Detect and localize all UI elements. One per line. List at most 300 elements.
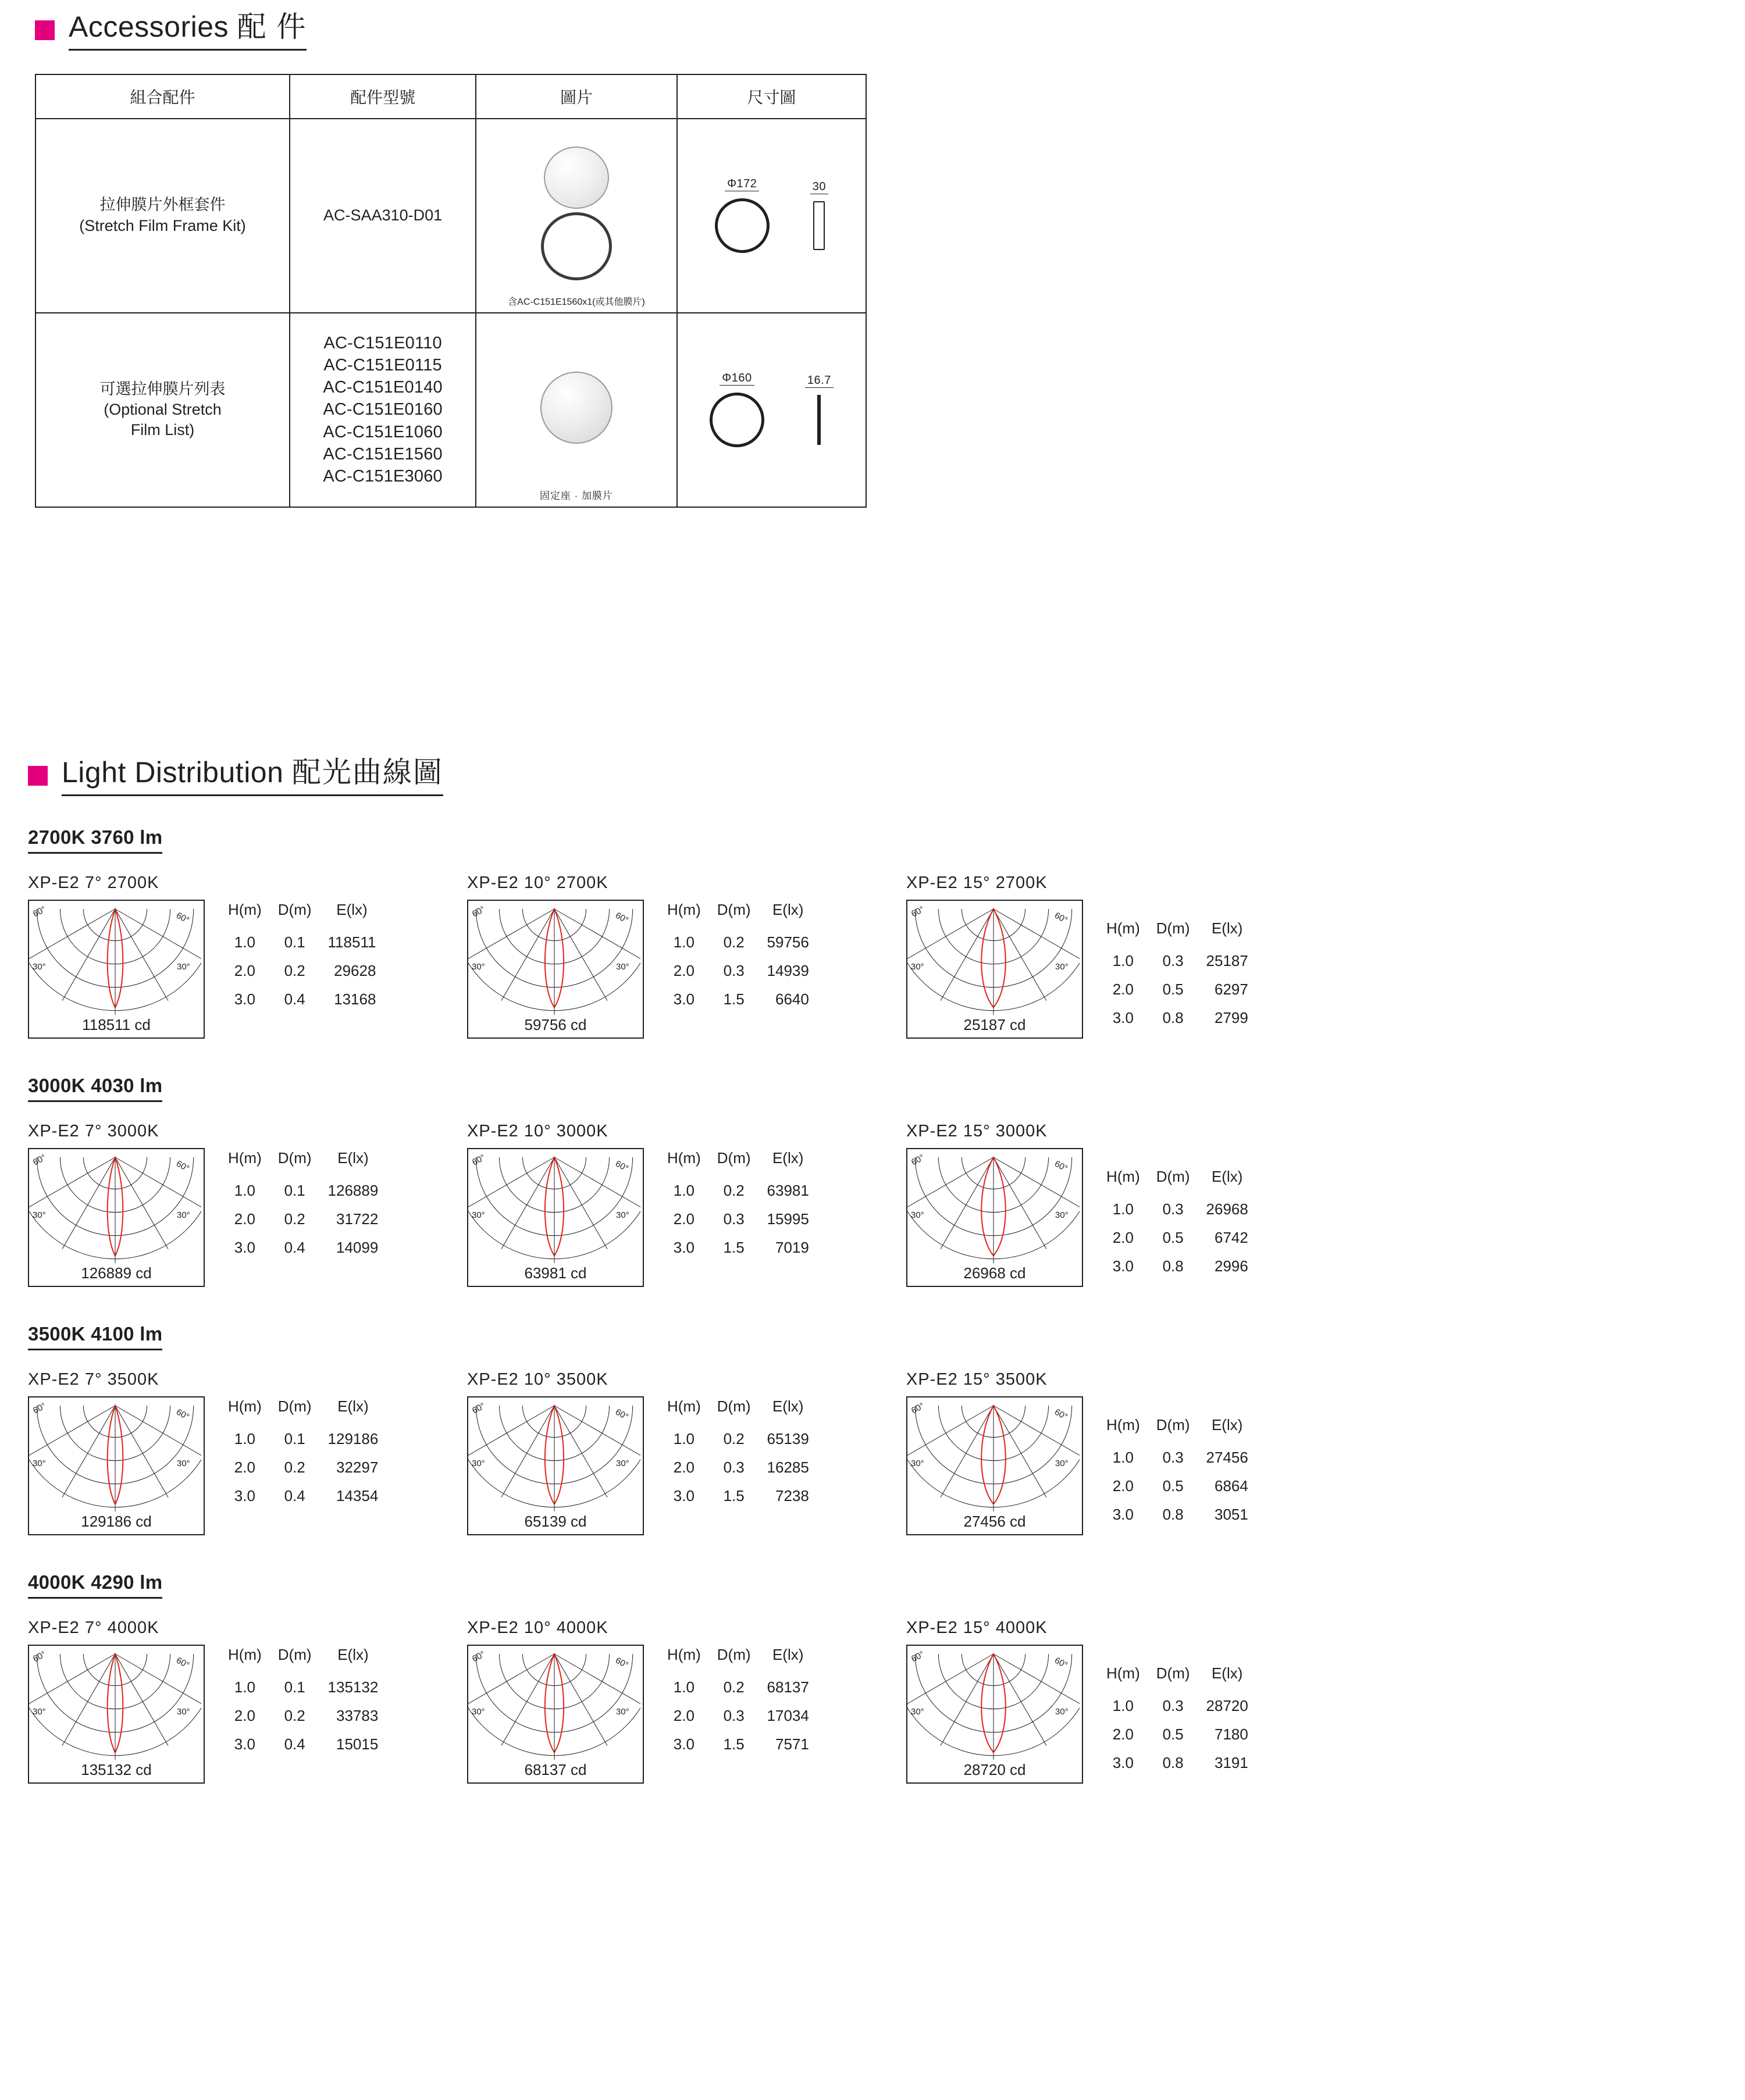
chart-body bbox=[906, 1148, 1345, 1287]
illuminance-value: 118511 bbox=[327, 933, 376, 951]
table-row bbox=[220, 1453, 386, 1482]
accessory-name-frame-kit bbox=[35, 119, 290, 313]
picture-note: 含AC-C151E1560x1(或其他膜片) bbox=[508, 297, 645, 307]
chart-body bbox=[28, 1645, 467, 1784]
dimension-bar-shape bbox=[817, 395, 821, 445]
table-header-row bbox=[1098, 1664, 1256, 1692]
illuminance-value: 17034 bbox=[767, 1706, 809, 1724]
height-value: 3.0 bbox=[234, 1486, 255, 1504]
illuminance-value: 7238 bbox=[775, 1486, 809, 1504]
column-header: D(m) bbox=[1156, 1416, 1190, 1434]
illuminance-value: 33783 bbox=[336, 1706, 379, 1724]
table-row bbox=[220, 1673, 386, 1702]
dimension-height-label: 30 bbox=[810, 181, 828, 194]
illuminance-value: 26968 bbox=[1206, 1200, 1248, 1218]
height-value: 1.0 bbox=[673, 1181, 695, 1199]
diameter-value: 0.3 bbox=[723, 1210, 745, 1228]
svg-text:60°: 60° bbox=[470, 1152, 487, 1168]
table-row bbox=[220, 1425, 386, 1453]
column-header: H(m) bbox=[228, 900, 262, 918]
cct-group bbox=[28, 1323, 1715, 1535]
light-distribution-section bbox=[28, 756, 1715, 1784]
peak-intensity-value: 126889 cd bbox=[29, 1264, 204, 1282]
height-value: 3.0 bbox=[234, 990, 255, 1008]
illuminance-value: 25187 bbox=[1206, 951, 1248, 969]
diameter-value: 1.5 bbox=[723, 1486, 745, 1504]
svg-text:60°: 60° bbox=[31, 1649, 48, 1664]
accessory-name-line2: (Optional Stretch bbox=[104, 400, 222, 418]
illuminance-table bbox=[220, 1149, 386, 1262]
column-header: E(lx) bbox=[1211, 1167, 1243, 1185]
svg-text:30°: 30° bbox=[33, 1210, 46, 1220]
accessory-name-line1: 可選拉伸膜片列表 bbox=[99, 380, 226, 398]
height-value: 2.0 bbox=[234, 961, 255, 979]
model-item: AC-C151E0115 bbox=[323, 355, 442, 375]
polar-diagram bbox=[467, 1148, 644, 1287]
svg-text:30°: 30° bbox=[177, 1210, 190, 1220]
table-row bbox=[35, 313, 866, 507]
column-header: E(lx) bbox=[337, 1149, 369, 1167]
light-distribution-groups bbox=[28, 826, 1715, 1784]
accessories-heading bbox=[35, 10, 1710, 51]
height-value: 3.0 bbox=[673, 1486, 695, 1504]
height-value: 1.0 bbox=[1112, 1696, 1134, 1714]
column-header: E(lx) bbox=[772, 1149, 804, 1167]
column-header: E(lx) bbox=[336, 900, 368, 918]
chart-body bbox=[28, 900, 467, 1039]
table-row bbox=[1098, 1004, 1256, 1032]
illuminance-value: 14939 bbox=[767, 961, 809, 979]
svg-text:60°: 60° bbox=[614, 910, 631, 925]
dimension-circle-shape bbox=[715, 198, 770, 253]
table-row bbox=[1098, 1720, 1256, 1749]
diameter-value: 0.1 bbox=[284, 933, 305, 951]
polar-diagram bbox=[28, 1396, 205, 1535]
column-header: D(m) bbox=[277, 1397, 312, 1415]
peak-intensity-value: 59756 cd bbox=[468, 1016, 643, 1034]
illuminance-value: 7571 bbox=[775, 1735, 809, 1753]
diameter-value: 0.5 bbox=[1162, 1228, 1184, 1246]
illuminance-table bbox=[1098, 1664, 1256, 1777]
table-header-row bbox=[659, 901, 817, 928]
column-header: H(m) bbox=[667, 1397, 701, 1415]
dimension-diameter bbox=[715, 178, 770, 253]
table-header-row bbox=[1098, 919, 1256, 947]
svg-text:30°: 30° bbox=[177, 1706, 190, 1717]
diameter-value: 0.4 bbox=[284, 990, 305, 1008]
height-value: 1.0 bbox=[234, 1429, 255, 1447]
chart-title: XP-E2 10° 3000K bbox=[467, 1121, 608, 1140]
height-value: 2.0 bbox=[673, 961, 695, 979]
svg-text:60°: 60° bbox=[1053, 910, 1070, 925]
accessories-heading-cjk: 配 件 bbox=[237, 10, 307, 43]
frame-ring-shape bbox=[541, 212, 612, 280]
light-distribution-heading-text bbox=[62, 756, 443, 796]
svg-text:30°: 30° bbox=[616, 1706, 629, 1717]
diameter-value: 0.3 bbox=[723, 1458, 745, 1476]
table-row bbox=[1098, 1224, 1256, 1252]
table-row bbox=[1098, 947, 1256, 975]
diameter-value: 0.3 bbox=[1162, 1696, 1184, 1714]
light-distribution-chart bbox=[467, 1370, 906, 1535]
light-distribution-chart bbox=[906, 1618, 1345, 1784]
cct-group bbox=[28, 1571, 1715, 1784]
chart-body bbox=[28, 1148, 467, 1287]
chart-title: XP-E2 10° 2700K bbox=[467, 873, 608, 892]
illuminance-value: 6640 bbox=[775, 990, 809, 1008]
chart-title: XP-E2 15° 3000K bbox=[906, 1121, 1048, 1140]
accessory-name-line3: Film List) bbox=[130, 421, 195, 439]
illuminance-table bbox=[220, 1397, 386, 1510]
height-value: 1.0 bbox=[673, 933, 695, 951]
illuminance-value: 65139 bbox=[767, 1429, 809, 1447]
chart-title: XP-E2 10° 3500K bbox=[467, 1370, 608, 1389]
film-illustration bbox=[480, 341, 673, 475]
dimension-height bbox=[805, 375, 834, 445]
table-row bbox=[1098, 975, 1256, 1004]
col-header-picture: 圖片 bbox=[476, 74, 677, 119]
cct-label: 3500K 4100 lm bbox=[28, 1323, 162, 1350]
light-distribution-chart bbox=[906, 1122, 1345, 1287]
table-row bbox=[659, 1205, 817, 1233]
illuminance-value: 13168 bbox=[334, 990, 376, 1008]
table-row bbox=[1098, 1500, 1256, 1529]
diameter-value: 0.3 bbox=[1162, 1200, 1184, 1218]
light-distribution-chart bbox=[906, 873, 1345, 1039]
diameter-value: 0.3 bbox=[723, 961, 745, 979]
svg-text:60°: 60° bbox=[470, 1400, 487, 1416]
light-distribution-chart bbox=[467, 873, 906, 1039]
svg-text:60°: 60° bbox=[470, 1649, 487, 1664]
table-row bbox=[1098, 1692, 1256, 1720]
height-value: 2.0 bbox=[234, 1458, 255, 1476]
table-row bbox=[659, 1702, 817, 1730]
light-distribution-chart bbox=[28, 1122, 467, 1287]
table-row bbox=[659, 1482, 817, 1510]
column-header: H(m) bbox=[1106, 1167, 1140, 1185]
height-value: 1.0 bbox=[673, 1678, 695, 1696]
table-header-row bbox=[659, 1397, 817, 1425]
height-value: 3.0 bbox=[1112, 1753, 1134, 1771]
chart-body bbox=[906, 1645, 1345, 1784]
cct-label: 4000K 4290 lm bbox=[28, 1571, 162, 1599]
column-header: E(lx) bbox=[337, 1645, 369, 1663]
peak-intensity-value: 135132 cd bbox=[29, 1761, 204, 1779]
dimension-bar-shape bbox=[813, 201, 825, 250]
table-header-row bbox=[659, 1646, 817, 1673]
svg-text:60°: 60° bbox=[614, 1158, 631, 1174]
cct-group bbox=[28, 1075, 1715, 1287]
column-header: D(m) bbox=[717, 1397, 751, 1415]
diameter-value: 0.8 bbox=[1162, 1753, 1184, 1771]
dimension-height-label: 16.7 bbox=[805, 375, 834, 388]
accessory-name-line2: (Stretch Film Frame Kit) bbox=[79, 216, 246, 234]
chart-title: XP-E2 10° 4000K bbox=[467, 1618, 608, 1637]
diameter-value: 1.5 bbox=[723, 990, 745, 1008]
column-header: E(lx) bbox=[772, 1397, 804, 1415]
svg-text:30°: 30° bbox=[616, 1458, 629, 1468]
light-distribution-chart bbox=[28, 1370, 467, 1535]
height-value: 1.0 bbox=[1112, 951, 1134, 969]
svg-text:30°: 30° bbox=[177, 1458, 190, 1468]
chart-body bbox=[28, 1396, 467, 1535]
column-header: H(m) bbox=[228, 1149, 262, 1167]
illuminance-value: 3051 bbox=[1215, 1505, 1248, 1523]
illuminance-table bbox=[659, 1397, 817, 1510]
peak-intensity-value: 65139 cd bbox=[468, 1513, 643, 1531]
svg-text:60°: 60° bbox=[1053, 1407, 1070, 1422]
svg-text:60°: 60° bbox=[174, 1158, 191, 1174]
column-header: H(m) bbox=[1106, 919, 1140, 937]
light-distribution-heading bbox=[28, 756, 1715, 796]
svg-text:60°: 60° bbox=[470, 904, 487, 919]
illuminance-value: 2996 bbox=[1215, 1257, 1248, 1275]
illuminance-value: 6864 bbox=[1215, 1477, 1248, 1495]
peak-intensity-value: 129186 cd bbox=[29, 1513, 204, 1531]
svg-text:30°: 30° bbox=[472, 1458, 485, 1468]
film-disc-shape bbox=[544, 147, 609, 209]
accessory-name-optional-film bbox=[35, 313, 290, 507]
light-distribution-heading-cjk: 配光曲線圖 bbox=[291, 756, 443, 789]
model-item: AC-C151E1060 bbox=[323, 422, 443, 441]
polar-diagram bbox=[467, 1645, 644, 1784]
table-row bbox=[1098, 1252, 1256, 1281]
column-header: D(m) bbox=[717, 1149, 751, 1167]
chart-title: XP-E2 7° 3500K bbox=[28, 1370, 159, 1389]
model-item: AC-C151E0140 bbox=[323, 378, 443, 397]
chart-body bbox=[467, 900, 906, 1039]
frame-kit-illustration bbox=[480, 147, 673, 280]
model-item: AC-C151E3060 bbox=[323, 467, 443, 486]
svg-text:30°: 30° bbox=[33, 1458, 46, 1468]
light-distribution-chart bbox=[28, 873, 467, 1039]
height-value: 2.0 bbox=[673, 1210, 695, 1228]
height-value: 2.0 bbox=[673, 1706, 695, 1724]
height-value: 3.0 bbox=[1112, 1505, 1134, 1523]
svg-text:30°: 30° bbox=[33, 1706, 46, 1717]
column-header: H(m) bbox=[228, 1397, 262, 1415]
peak-intensity-value: 26968 cd bbox=[907, 1264, 1082, 1282]
col-header-model: 配件型號 bbox=[290, 74, 476, 119]
diameter-value: 0.5 bbox=[1162, 980, 1184, 998]
height-value: 1.0 bbox=[673, 1429, 695, 1447]
svg-text:30°: 30° bbox=[177, 961, 190, 972]
accessory-dimensions-optional-film bbox=[677, 313, 866, 507]
table-header-row bbox=[220, 1397, 386, 1425]
diameter-value: 0.5 bbox=[1162, 1477, 1184, 1495]
accessory-dimensions-frame-kit bbox=[677, 119, 866, 313]
column-header: D(m) bbox=[717, 900, 751, 918]
accessories-table bbox=[35, 74, 867, 508]
table-row bbox=[659, 985, 817, 1014]
svg-text:60°: 60° bbox=[174, 1655, 191, 1670]
height-value: 2.0 bbox=[1112, 1228, 1134, 1246]
table-row bbox=[659, 1176, 817, 1205]
svg-text:60°: 60° bbox=[909, 904, 926, 919]
peak-intensity-value: 118511 cd bbox=[29, 1016, 204, 1034]
column-header: D(m) bbox=[277, 1149, 312, 1167]
diameter-value: 0.8 bbox=[1162, 1257, 1184, 1275]
column-header: H(m) bbox=[228, 1645, 262, 1663]
chart-row bbox=[28, 1122, 1715, 1287]
diameter-value: 0.8 bbox=[1162, 1008, 1184, 1026]
polar-diagram bbox=[467, 1396, 644, 1535]
column-header: D(m) bbox=[1156, 1167, 1190, 1185]
dimension-diameter-label: Φ172 bbox=[725, 178, 759, 191]
illuminance-value: 16285 bbox=[767, 1458, 809, 1476]
chart-title: XP-E2 7° 3000K bbox=[28, 1121, 159, 1140]
svg-text:30°: 30° bbox=[472, 961, 485, 972]
column-header: E(lx) bbox=[337, 1397, 369, 1415]
diameter-value: 0.2 bbox=[284, 1210, 305, 1228]
model-item: AC-C151E1560 bbox=[323, 444, 443, 464]
illuminance-value: 14099 bbox=[336, 1238, 379, 1256]
height-value: 1.0 bbox=[234, 1678, 255, 1696]
table-header-row bbox=[220, 1646, 386, 1673]
svg-text:60°: 60° bbox=[1053, 1158, 1070, 1174]
diameter-value: 0.4 bbox=[284, 1238, 305, 1256]
chart-body bbox=[906, 1396, 1345, 1535]
polar-diagram bbox=[906, 900, 1083, 1039]
column-header: H(m) bbox=[667, 900, 701, 918]
table-row bbox=[659, 957, 817, 985]
column-header: E(lx) bbox=[772, 900, 804, 918]
height-value: 3.0 bbox=[673, 1238, 695, 1256]
model-item: AC-C151E0160 bbox=[323, 400, 443, 419]
illuminance-value: 7180 bbox=[1215, 1725, 1248, 1743]
table-row bbox=[1098, 1195, 1256, 1224]
cct-group bbox=[28, 826, 1715, 1039]
chart-row bbox=[28, 1370, 1715, 1535]
accessories-heading-en: Accessories bbox=[69, 10, 229, 43]
illuminance-value: 59756 bbox=[767, 933, 809, 951]
svg-text:30°: 30° bbox=[33, 961, 46, 972]
col-header-combo: 組合配件 bbox=[35, 74, 290, 119]
diameter-value: 0.2 bbox=[284, 1458, 305, 1476]
svg-text:60°: 60° bbox=[31, 1152, 48, 1168]
illuminance-table bbox=[659, 1149, 817, 1262]
illuminance-value: 135132 bbox=[327, 1678, 379, 1696]
diameter-value: 0.1 bbox=[284, 1678, 305, 1696]
diameter-value: 0.1 bbox=[284, 1181, 305, 1199]
illuminance-value: 28720 bbox=[1206, 1696, 1248, 1714]
diameter-value: 0.5 bbox=[1162, 1725, 1184, 1743]
column-header: H(m) bbox=[1106, 1416, 1140, 1434]
illuminance-value: 68137 bbox=[767, 1678, 809, 1696]
table-row bbox=[220, 1702, 386, 1730]
chart-body bbox=[467, 1396, 906, 1535]
illuminance-table bbox=[659, 1646, 817, 1759]
chart-row bbox=[28, 873, 1715, 1039]
table-row bbox=[659, 1425, 817, 1453]
height-value: 3.0 bbox=[673, 990, 695, 1008]
svg-text:60°: 60° bbox=[31, 904, 48, 919]
accessories-heading-text bbox=[69, 10, 307, 51]
light-distribution-chart bbox=[467, 1618, 906, 1784]
diameter-value: 0.1 bbox=[284, 1429, 305, 1447]
column-header: E(lx) bbox=[772, 1645, 804, 1663]
column-header: D(m) bbox=[277, 900, 312, 918]
dimension-drawing bbox=[681, 337, 862, 483]
peak-intensity-value: 25187 cd bbox=[907, 1016, 1082, 1034]
svg-text:30°: 30° bbox=[1055, 961, 1069, 972]
accessories-section bbox=[35, 10, 1710, 508]
polar-diagram bbox=[906, 1148, 1083, 1287]
table-row bbox=[1098, 1472, 1256, 1500]
column-header: D(m) bbox=[1156, 1664, 1190, 1682]
height-value: 1.0 bbox=[1112, 1448, 1134, 1466]
svg-text:60°: 60° bbox=[909, 1649, 926, 1664]
diameter-value: 0.2 bbox=[723, 1429, 745, 1447]
picture-note: 固定座 · 加膜片 bbox=[539, 490, 614, 501]
svg-text:30°: 30° bbox=[1055, 1458, 1069, 1468]
table-header-row bbox=[35, 74, 866, 119]
table-header-row bbox=[220, 1149, 386, 1176]
illuminance-value: 126889 bbox=[327, 1181, 379, 1199]
height-value: 2.0 bbox=[234, 1706, 255, 1724]
svg-text:30°: 30° bbox=[472, 1210, 485, 1220]
table-row bbox=[659, 1453, 817, 1482]
accessory-model-frame-kit: AC-SAA310-D01 bbox=[290, 119, 476, 313]
illuminance-value: 129186 bbox=[327, 1429, 379, 1447]
height-value: 1.0 bbox=[1112, 1200, 1134, 1218]
table-row bbox=[659, 928, 817, 957]
illuminance-value: 32297 bbox=[336, 1458, 379, 1476]
chart-title: XP-E2 15° 3500K bbox=[906, 1370, 1048, 1389]
table-row bbox=[659, 1233, 817, 1262]
table-row bbox=[220, 928, 384, 957]
height-value: 2.0 bbox=[234, 1210, 255, 1228]
accent-square-icon bbox=[28, 766, 48, 786]
svg-text:30°: 30° bbox=[472, 1706, 485, 1717]
diameter-value: 0.8 bbox=[1162, 1505, 1184, 1523]
table-row bbox=[220, 1205, 386, 1233]
height-value: 2.0 bbox=[1112, 980, 1134, 998]
height-value: 2.0 bbox=[1112, 1477, 1134, 1495]
svg-text:30°: 30° bbox=[911, 1210, 924, 1220]
column-header: D(m) bbox=[277, 1645, 312, 1663]
illuminance-table bbox=[220, 901, 384, 1014]
svg-text:30°: 30° bbox=[911, 1706, 924, 1717]
diameter-value: 1.5 bbox=[723, 1238, 745, 1256]
diameter-value: 0.2 bbox=[723, 933, 745, 951]
model-list bbox=[294, 332, 472, 488]
film-disc-shape bbox=[540, 372, 612, 444]
table-row bbox=[1098, 1443, 1256, 1472]
polar-diagram bbox=[28, 1148, 205, 1287]
illuminance-value: 31722 bbox=[336, 1210, 379, 1228]
height-value: 2.0 bbox=[1112, 1725, 1134, 1743]
polar-diagram bbox=[467, 900, 644, 1039]
chart-title: XP-E2 15° 2700K bbox=[906, 873, 1048, 892]
svg-text:30°: 30° bbox=[911, 961, 924, 972]
chart-body bbox=[906, 900, 1345, 1039]
column-header: D(m) bbox=[1156, 919, 1190, 937]
light-distribution-chart bbox=[28, 1618, 467, 1784]
chart-title: XP-E2 7° 4000K bbox=[28, 1618, 159, 1637]
diameter-value: 0.4 bbox=[284, 1735, 305, 1753]
svg-text:60°: 60° bbox=[174, 1407, 191, 1422]
table-row bbox=[659, 1730, 817, 1759]
height-value: 3.0 bbox=[234, 1735, 255, 1753]
svg-text:30°: 30° bbox=[616, 961, 629, 972]
illuminance-value: 6742 bbox=[1215, 1228, 1248, 1246]
peak-intensity-value: 63981 cd bbox=[468, 1264, 643, 1282]
dimension-diameter-label: Φ160 bbox=[720, 372, 754, 386]
illuminance-table bbox=[220, 1646, 386, 1759]
accessory-model-list bbox=[290, 313, 476, 507]
peak-intensity-value: 68137 cd bbox=[468, 1761, 643, 1779]
